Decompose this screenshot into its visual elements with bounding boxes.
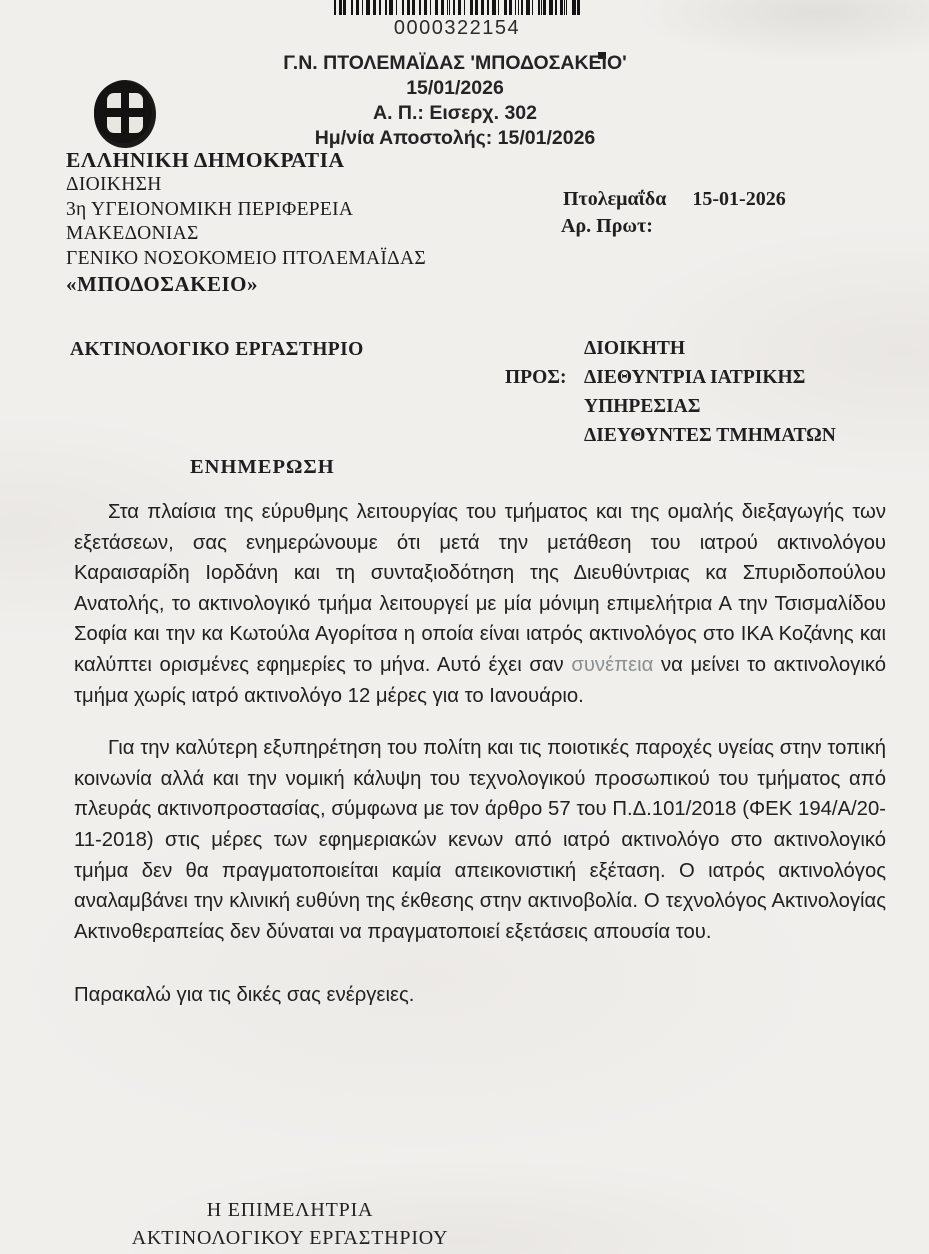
recipient-medical-director: ΔΙΕΘΥΝΤΡΙΑ ΙΑΤΡΙΚΗΣ [584,367,806,388]
barcode-icon [334,0,580,15]
department-title: ΑΚΤΙΝΟΛΟΓΙΚΟ ΕΡΓΑΣΤΗΡΙΟ [70,339,364,360]
letter-date: 15-01-2026 [692,188,786,210]
body-paragraph-1 [74,497,886,711]
protocol-number-label: Αρ. Πρωτ: [561,215,653,237]
recipients-block [505,334,865,450]
place-date-line [563,188,786,211]
sender-republic: ΕΛΛΗΝΙΚΗ ΔΗΜΟΚΡΑΤΙΑ [66,148,345,172]
sender-block [66,148,426,297]
signature-title-2: ΑΚΤΙΝΟΛΟΓΙΚΟΥ ΕΡΓΑΣΤΗΡΙΟΥ [131,1227,449,1249]
p1-highlighted-word: συνέπεια [571,653,654,676]
stamp-protocol-in: Α. Π.: Εισερχ. 302 [372,102,537,124]
barcode-number: 0000322154 [393,17,521,39]
sender-region: ΜΑΚΕΔΟΝΙΑΣ [66,223,199,245]
p1-text-end: να μείνει το ακτινολογικό τμήμα χωρίς ιατρό ακτινολόγο 12 μέρες για το Ιανουάριο. [74,653,887,707]
body-paragraph-2: Για την καλύτερη εξυπηρέτηση του πολίτη και τις ποιοτικές παροχές υγείας στην τοπική κοινωνία αλλά και την νομική κάλυψη του τεχνολογικού προσωπικού του τμήματος από πλευράς ακτινοπροστασίας, σύμφωνα με τον άρθρο 57 του Π.Δ.101/2018 (ΦΕΚ 194/Α/20-11-2018) στις μέρες των εφημεριακών κενων από ιατρό ακτινολόγο στο ακτινολογικό τμήμα δεν θα πραγματοποιείται καμία απεικονιστική εξέταση. Ο ιατρός ακτινολόγος αναλαμβάνει την κλινική ευθύνη της έκθεσης στην ακτινοβολία. Ο τεχνολόγος Ακτινολογίας Ακτινοθεραπείας δεν δύναται να πραγματοποιεί εξετάσεις απουσία του. [74,737,886,943]
stamp-sent-date: Ημ/νία Αποστολής: 15/01/2026 [314,127,596,149]
recipient-governor: ΔΙΟΙΚΗΤΗ [584,338,686,359]
signature-title-1: Η ΕΠΙΜΕΛΗΤΡΙΑ [206,1199,374,1221]
sender-hospital: ΓΕΝΙΚΟ ΝΟΣΟΚΟΜΕΙΟ ΠΤΟΛΕΜΑΪΔΑΣ [66,248,427,270]
place-name: Πτολεμαΐδα [563,188,667,210]
subject-title: ΕΝΗΜΕΡΩΣΗ [190,456,335,478]
signature-block [95,1196,485,1252]
to-label: ΠΡΟΣ: [505,367,567,388]
recipient-medical-director-2: ΥΠΗΡΕΣΙΑΣ [584,396,701,417]
closing-line: Παρακαλώ για τις δικές σας ενέργειες. [74,984,415,1007]
p1-text-start: Στα πλαίσια της εύρυθμης λειτουργίας του τμήματος και της ομαλής διεξαγωγής των εξετάσεων, σας ενημερώνουμε ότι μετά την μετάθεση του ιατρού ακτινολόγου Καραισαρίδη Ιορδάνη και τη συνταξιοδότηση της Διευθύντριας κα Σπυριδοπούλου Ανατολής, το ακτινολογικό τμήμα λειτουργεί με μία μόνιμη επιμελήτρια Α την Τσισμαλίδου Σοφία και την κα Κωτούλα Αγορίτσα η οποία είναι ιατρός ακτινολόγος στο ΙΚΑ Κοζάνης και καλύπτει ορισμένες εφημερίες το μήνα. Αυτό έχει σαν [74,501,886,676]
recipient-department-heads: ΔΙΕΥΘΥΝΤΕΣ ΤΜΗΜΑΤΩΝ [584,425,836,446]
barcode-block [332,0,582,40]
greek-emblem-icon [92,78,158,155]
registry-stamp [165,51,745,151]
sender-administration: ΔΙΟΙΚΗΣΗ [66,173,162,195]
stamp-date: 15/01/2026 [406,77,504,99]
stamp-hospital-name: Γ.Ν. ΠΤΟΛΕΜΑΪΔΑΣ 'ΜΠΟΔΟΣΑΚΕΙΟ' [283,52,627,74]
sender-hospital-name: «ΜΠΟΔΟΣΑΚΕΙΟ» [66,271,259,296]
sender-health-region: 3η ΥΓΕΙΟΝΟΜΙΚΗ ΠΕΡΙΦΕΡΕΙΑ [66,198,354,220]
letter-body [74,497,886,1011]
